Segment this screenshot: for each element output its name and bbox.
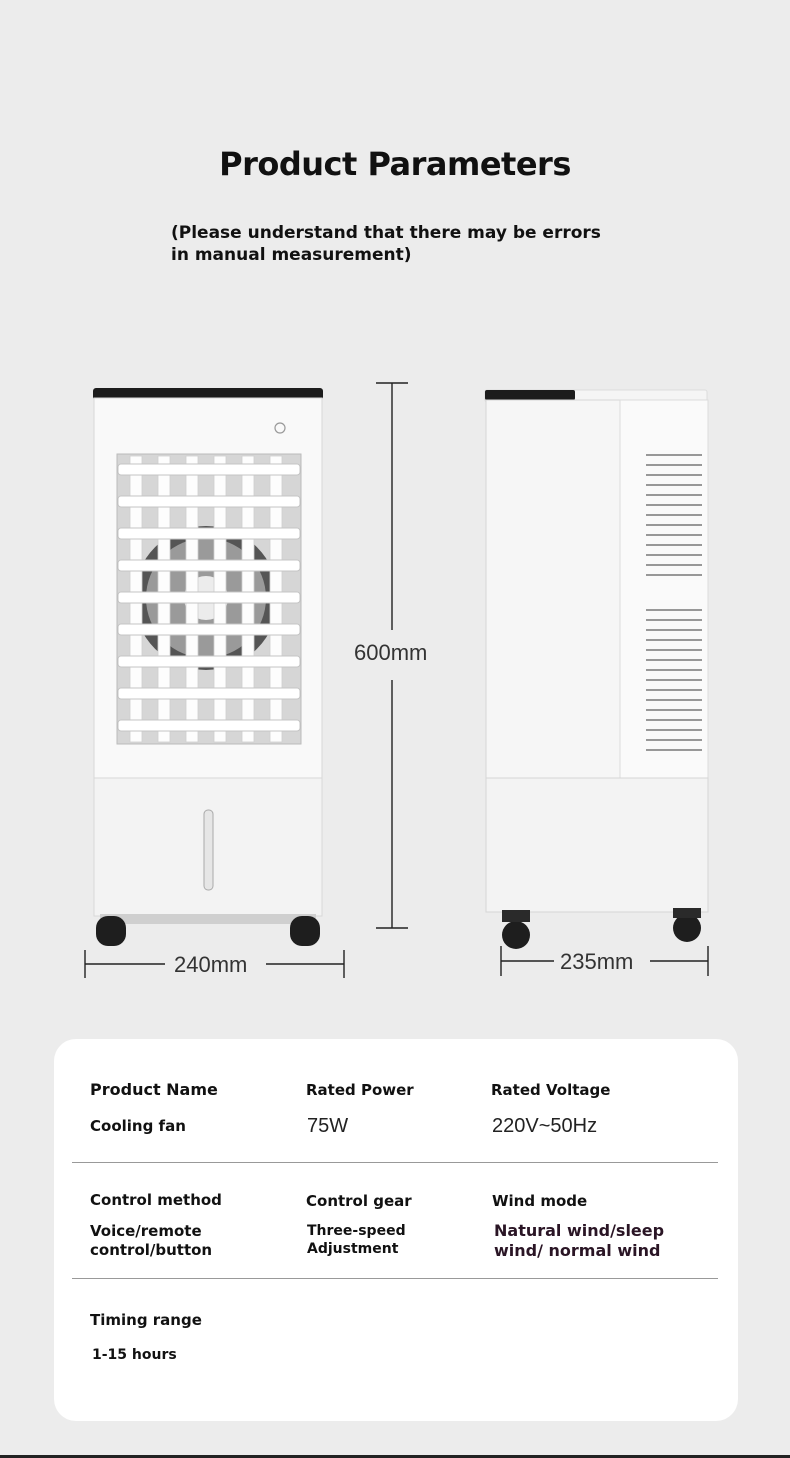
spec-value-timing-range: 1-15 hours [92, 1347, 177, 1363]
spec-value-control-gear: Three-speed Adjustment [307, 1223, 406, 1257]
height-label: 600mm [354, 640, 428, 665]
spec-value-rated-power: 75W [307, 1115, 349, 1137]
row-divider [72, 1278, 718, 1279]
spec-label-rated-power: Rated Power [306, 1081, 414, 1099]
row-divider [72, 1162, 718, 1163]
depth-label: 235mm [560, 949, 634, 974]
spec-label-rated-voltage: Rated Voltage [491, 1081, 611, 1099]
side-view-image [480, 380, 720, 950]
spec-label-product-name: Product Name [90, 1080, 218, 1099]
page-title: Product Parameters [219, 145, 571, 183]
spec-value-product-name: Cooling fan [90, 1117, 186, 1135]
page-subtitle: (Please understand that there may be errors in manual measurement) [171, 223, 601, 265]
spec-value-rated-voltage: 220V~50Hz [492, 1115, 598, 1137]
width-label: 240mm [174, 952, 248, 977]
spec-value-control-method: Voice/remote control/button [90, 1222, 213, 1259]
spec-label-control-gear: Control gear [306, 1192, 412, 1210]
spec-label-wind-mode: Wind mode [492, 1192, 588, 1210]
spec-value-wind-mode: Natural wind/sleep wind/ normal wind [494, 1221, 665, 1260]
spec-label-timing-range: Timing range [90, 1311, 202, 1329]
front-view-image [80, 380, 340, 960]
spec-label-control-method: Control method [90, 1191, 222, 1209]
